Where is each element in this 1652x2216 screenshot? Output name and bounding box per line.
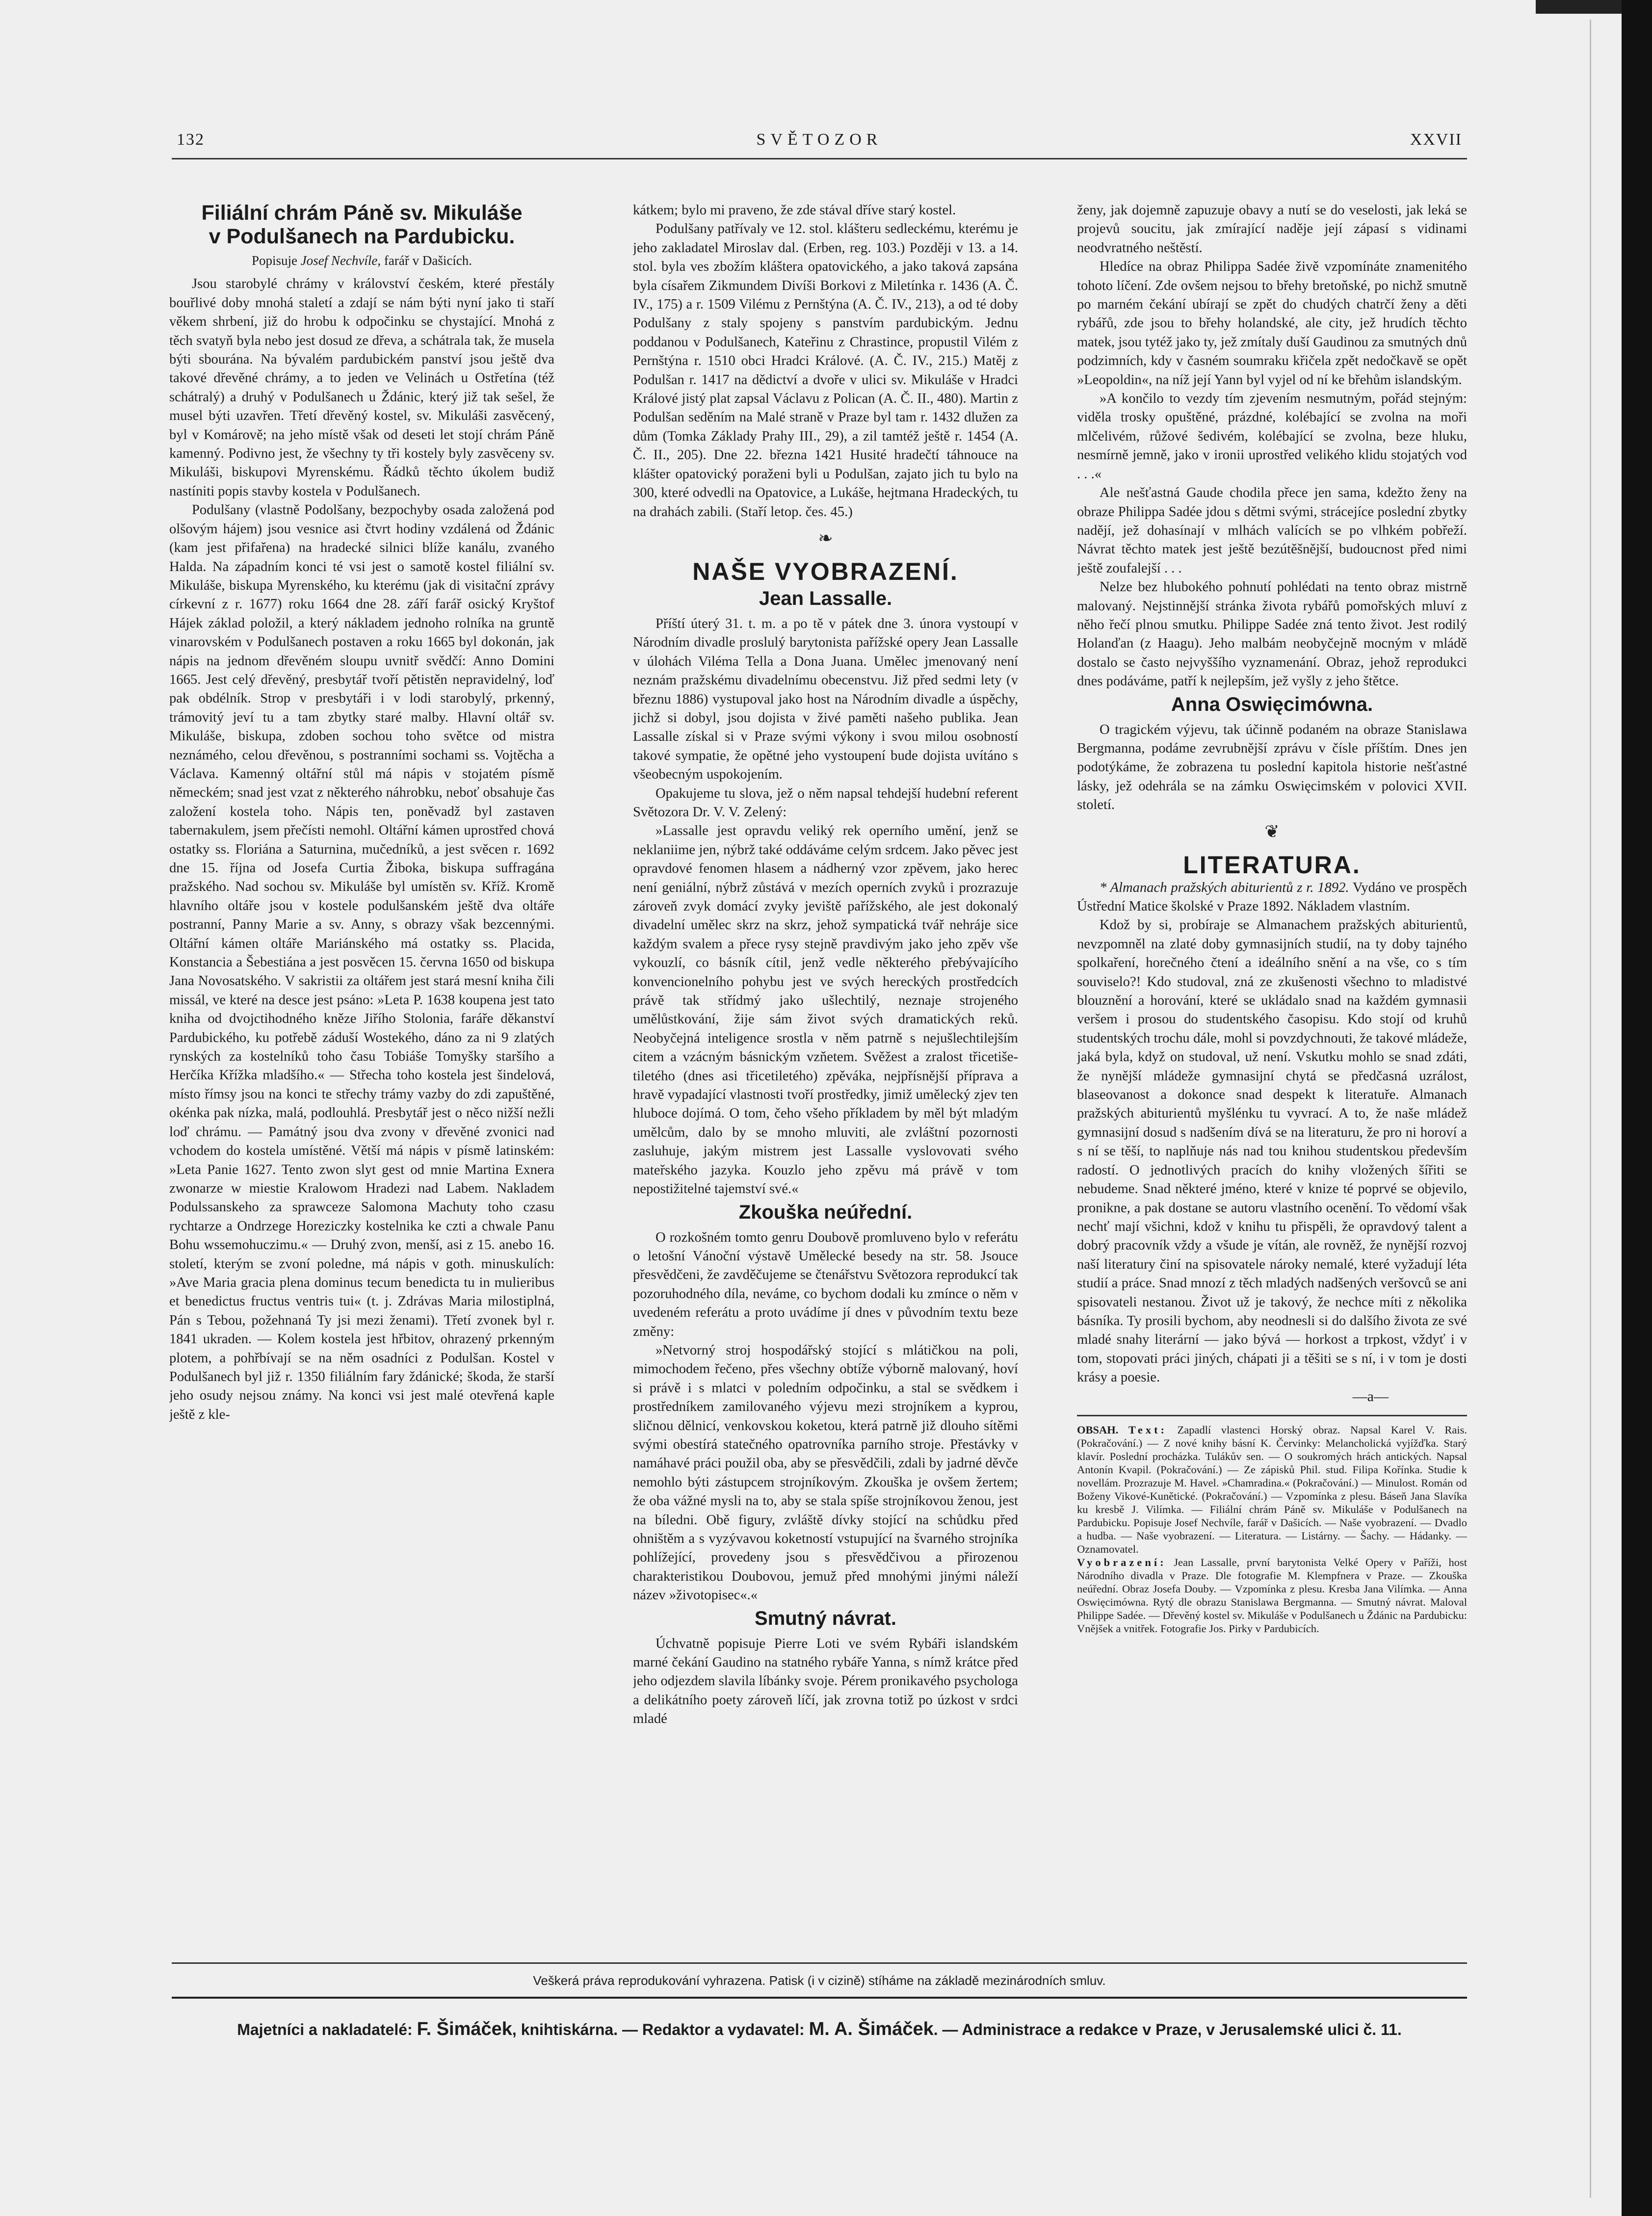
publisher-name: F. Šimáček bbox=[417, 2019, 512, 2039]
article-paragraph: Opakujeme tu slova, jež o něm napsal tehdejší hudební referent Světozora Dr. V. V. Zelený: bbox=[633, 785, 1018, 820]
bird-ornament-icon: ❦ bbox=[1264, 821, 1280, 841]
byline-prefix: Popisuje bbox=[251, 253, 297, 268]
byline-author: Josef Nechvíle bbox=[300, 253, 378, 268]
masthead: SVĚTOZOR bbox=[756, 130, 883, 149]
contents-illustrations: Jean Lassalle, první barytonista Velké Opery v Paříži, host Národního divadla v Praze. Dle fotografie M. Klempfnera v Praze. — Zkouška neúřední. Obraz Josefa Douby. — Vzpomínka z plesu. Kresba Jana Vilímka. — Anna Oswięcimówna. Rytý dle obrazu Stanislawa Bergmanna. — Smutný návrat. Maloval Philippe Sadée. — Dřevěný kostel sv. Mikuláše v Podulšanech u Ždánic na Pardubicku: Vnějšek a vnitřek. Fotografie Jos. Pirky v Pardubicích. bbox=[1077, 1556, 1467, 1635]
subsection-title-anna: Anna Oswięcimówna. bbox=[1171, 693, 1373, 715]
article-paragraph: kátkem; bylo mi praveno, že zde stával dříve starý kostel. bbox=[633, 203, 956, 218]
article-title-line-1: Filiální chrám Páně sv. Mikuláše bbox=[201, 201, 523, 225]
contents-text-list bbox=[1077, 1423, 1467, 1556]
section-title-literatura: LITERATURA. bbox=[1183, 851, 1361, 879]
scan-edge-right bbox=[1622, 0, 1652, 2216]
article-paragraph: Nelze bez hlubokého pohnutí pohlédati na tento obraz mistrně malovaný. Nejstinnější stránka života rybářů pomořských mluví z něho řečí plnou smutku. Philippe Sadée zná tento život. Jest rodilý Holanďan (z Haagu). Jeho malbám neobyčejně mocným v mládě dostalo se často nejvyššího vyznamenání. Obraz, jehož reprodukci dnes podáváme, patří k nejlepším, jež vyšly z jeho štětce. bbox=[1077, 579, 1467, 689]
rights-notice: Veškerá práva reprodukování vyhrazena. Patisk (i v cizině) stíháme na základě mezinárodních smluv. bbox=[533, 1973, 1106, 1988]
page-number: 132 bbox=[177, 130, 205, 149]
publisher-imprint bbox=[172, 2019, 1467, 2040]
scan-fold-line bbox=[1590, 20, 1591, 2198]
subsection-title-jean-lassalle: Jean Lassalle. bbox=[759, 587, 892, 609]
header-rule bbox=[172, 158, 1467, 159]
literature-book-title: * Almanach pražských abiturientů z r. 1892. bbox=[1100, 880, 1349, 895]
article-byline bbox=[169, 251, 554, 270]
article-title-line-2: v Podulšanech na Pardubicku. bbox=[209, 225, 515, 248]
literature-heading bbox=[1077, 879, 1467, 916]
column-2 bbox=[633, 201, 1018, 1943]
article-paragraph: Kdož by si, probíraje se Almanachem pražských abiturientů, nevzpomněl na zlaté doby gymnasijních studií, na ty doby tajného spolkaření, horečného čtení a ideálního snění a na vše, co s tím souviselo?! Kdo studoval, zná ze zkušenosti všechno to mladistvé blouznění a horování, které se ukládalo snad na každém gymnasii veršem i prosou do studentského časopisu. Kdo stojí od kruhů studentských trochu dále, mohl si povzdychnouti, že takové mládeže, jaká byla, když on studoval, už není. Vskutku mohlo se snad zdáti, že nynější mládeže gymnasijní chytá se předčasná uzrálost, blaseovanost a dokonce snad despekt k literatuře. Almanach pražských abiturientů myšlénku tu vyvrací. A to, že naše mládež gymnasijní dosud s nadšením dívá se na literaturu, že pro ni horoví a s ní se těší, to naplňuje nás nad tou knihou studentskou především radostí. O jednotlivých pracích do knihy vložených šířiti se nebudeme. Snad některé jméno, které v knize té poprvé se objevilo, pronikne, a pak dostane se autoru vlastního ocenění. To vědomí však nechť mají všichni, kdož v knihu tu přispěli, že opravdový talent a dobrý pracovník vždy a všude je vítán, ale rovněž, že nynější rozvoj naší literatury činí na spisovatele nároky nemalé, které vyžadují léta studií a práce. Snad mnozí z těch mladých nadšených veršovců se ani spisovateli nestanou. Život už je takový, že nechce míti z několika básníka. Ty prosili bychom, aby neodnesli si do dalšího života ze své mladé snahy literární — jako bývá — horkost a trpkost, vždyť i v tom, stopovati práci jiných, chápati ji a těšiti se s ní, i v tom je dosti krásy a poesie. bbox=[1077, 917, 1467, 1385]
publisher-rest: , knihtiskárna. — Redaktor a vydavatel: bbox=[512, 2021, 805, 2038]
footer-rule bbox=[172, 1997, 1467, 1999]
publisher-label: Majetníci a nakladatelé: bbox=[237, 2021, 413, 2038]
literature-signature: —a— bbox=[1352, 1388, 1389, 1405]
article-paragraph: Příští úterý 31. t. m. a po tě v pátek dne 3. února vystoupí v Národním divadle proslulý barytonista pařížské opery Jean Lassalle v úlohách Viléma Tella a Dona Juana. Umělec jmenovaný není neznám pražskému divadelnímu obecenstvu. Již před sedmi lety (v březnu 1886) vystupoval jako host na Národním divadle a úspěchy, jichž si dobyl, jsou dojista v živé paměti našeho publika. Jean Lassalle získal si v Praze svými výkony i svou milou osobností takové sympatie, že opětné jeho vystoupení bude dojista uvítáno s všeobecným uspokojením. bbox=[633, 616, 1018, 782]
contents-label: OBSAH. bbox=[1077, 1423, 1119, 1436]
editor-name: M. A. Šimáček bbox=[809, 2019, 934, 2039]
article-paragraph: Hledíce na obraz Philippa Sadée živě vzpomínáte znamenitého tohoto líčení. Zde ovšem nejsou to břehy bretoňské, po nichž smutně po marném čekání ubírají se zpět do chudých chatrčí ženy a děti rybářů, zde jsou to břehy holandské, ale city, jež hrudích těchto matek, jsou tytéž jako ty, jež zmítaly duší Gaudinou za smutných dnů podzimních, kdy v časném soumraku křičela zpět nedočkavě se opět »Leopoldin«, na níž její Yann byl vyjel od ní ke břehům islandským. bbox=[1077, 259, 1467, 388]
footer-rule bbox=[172, 1962, 1467, 1964]
article-paragraph: Ale nešťastná Gaude chodila přece jen sama, kdežto ženy na obraze Philippa Sadée jdou s dětmi svými, strácejíce poslední zbytky nadějí, jež dohasínají v mlhách valících se po vlhkém pobřeží. Návrat těchto matek jest ještě bezútěšnější, budoucnost před nimi ještě zoufalejší . . . bbox=[1077, 485, 1467, 576]
article-paragraph: »Lassalle jest opravdu veliký rek operního umění, jenž se neklaniime jen, nýbrž také oddáváme celým srdcem. Jako pěvec jest opravdové fenomen hlasem a nádherný vzor zpěvem, jako herec není geniální, nýbrž zůstává v mezích operních zvyků i prozrazuje zároveň zvyk domácí zvyky jeviště pařížského, ale jest dokonalý divadelní umělec skrz na skrz, jehož sympatická tvář nehráje sice každým svalem a přece rysy stejně pravdivým jako jeho zpěv vše vykouzlí, co básník cítil, jenž vedle některého přebývajícího konvencionelního pohybu jest ve svých hereckých prostředcích právě tak střídmý jako ušlechtilý, neznaje strojeného umělůstkování, žije sám život svých dramatických reků. Neobyčejná inteligence srostla v něm patrně s nejušlechtilejším citem a vzácným básnickým vzňetem. Svěžest a zralost třicetiše-tiletého (dnes asi třicetiletého) zpěváka, nejpřísnější příprava a hravě vypadající vlastnosti tvoří prostředky, jimiž umělecký zjev ten hluboce dojímá. O tom, čeho všeho příkladem by měl být mladým umělcům, dalo by se mnoho mluviti, ale zvláštní pozornosti zasluhuje, jakým mistrem jest Lassalle vyslovovati svého mateřského jazyka. Kouzlo jeho zpěvu má právě v tom nepostižitelné tajemství své.« bbox=[633, 823, 1018, 1197]
article-paragraph: Úchvatně popisuje Pierre Loti ve svém Rybáři islandském marné čekání Gaudino na statného rybáře Yanna, s nímž krátce před jeho odjezdem slavila líbánky svoje. Pérem pronikavého psychologa a delikátního poety zároveň líčí, jak zrovna totiž po úzkost v srdci mladé bbox=[633, 1636, 1018, 1727]
article-paragraph: Jsou starobylé chrámy v království českém, které přestály bouřlivé doby mnohá staletí a zdají se nám býti nyní jako ti staří věkem shrbení, již do hrobu k odpočinku se chystající. Mnohá z těch svatyň byla nebo jest dosud ze dřeva, a schátrala tak, že musela býti sbourána. Na bývalém pardubickém panství jsou ještě dva takové dřevěné chrámy, a to jeden ve Velinách u Ostřetína (též schátralý) a druhý v Podulšanech u Ždánic, který již tak sešel, že musel býti uzavřen. Třetí dřevěný kostel, sv. Mikuláši zasvěcený, byl v Komárově; na jeho místě však od deseti let stojí chrám Páně kamenný. Podivno jest, že všechny ty tři kostely byly zasvěceny sv. Mikuláši, biskupovi Myrenskému. Řádků těchto úkolem budiž nastíniti popis stavby kostela v Podulšanech. bbox=[169, 276, 554, 499]
contents-illustrations-label: Vyobrazení: bbox=[1077, 1556, 1167, 1568]
article-paragraph: »A končilo to vezdy tím zjevením nesmutným, pořád stejným: viděla trosky opuštěné, prázdné, kolébající se zvolna na moři mlčelivém, růžové šedivém, kolébající se zvolna, beze hluku, nesmírně jemně, jako v ironii uprostřed velikého klidu stojatých vod . . .« bbox=[1077, 391, 1467, 482]
contents-illustrations-list bbox=[1077, 1556, 1467, 1635]
table-of-contents bbox=[1077, 1423, 1467, 1635]
article-paragraph: ženy, jak dojemně zapuzuje obavy a nutí se do veselosti, jak leká se projevů soucitu, jak zmírající naděje její zápasí s vidinami neodvratného neštěstí. bbox=[1077, 203, 1467, 256]
publisher-address: . — Administrace a redakce v Praze, v Jerusalemské ulici č. 11. bbox=[933, 2021, 1402, 2038]
article-paragraph: Podulšany patřívaly ve 12. stol. klášteru sedleckému, kterému je jeho zakladatel Miroslav dal. (Erben, reg. 103.) Později v 13. a 14. stol. byla ves zbožím kláštera opatovického, a jako taková zapsána byla císařem Zikmundem Divíši Borkovi z Miletínka r. 1436 (A. Č. IV., 175) a r. 1509 Vilému z Pernštýna (A. Č. IV., 213), a od té doby Podulšany z staly spojeny s panstvím pardubickým. Jednu poddanou v Podulšanech, Kateřinu z Chrastince, propustil Vilém z Pernštýna r. 1510 obci Hradci Králové. (A. Č. IV., 215.) Matěj z Podulšan r. 1417 na dědictví a dvoře v ulici sv. Mikuláše v Hradci Králové jistý plat zapsal Václavu z Polican (A. Č. II., 480). Martin z Podulšan seděním na Malé straně v Praze byl tam r. 1432 dlužen za dům (Tomka Základy Prahy III., 29), a zil tamtéž ještě r. 1454 (A. Č. II., 205). Dne 22. března 1421 Husité hradečtí táhnouce na klášter opatovický poraženi byli u Podulšan, zajato jich tu bylo na 300, které odvedli na Opatovice, a Lukáše, hejtmana Hradeckých, tu na drahách zabili. (Staří letop. čes. 45.) bbox=[633, 221, 1018, 520]
section-title-nase-vyobrazeni: NAŠE VYOBRAZENÍ. bbox=[692, 557, 959, 585]
subsection-title-zkouska: Zkouška neúřední. bbox=[738, 1201, 913, 1223]
contents-text-label: Text: bbox=[1128, 1423, 1168, 1436]
literature-book-info: Vydáno ve prospěch Ústřední Matice školské v Praze 1892. Nákladem vlastním. bbox=[1077, 880, 1467, 914]
contents-rule bbox=[1077, 1415, 1467, 1416]
article-paragraph: O rozkošném tomto genru Doubově promluveno bylo v referátu o letošní Vánoční výstavě Umělecké besedy na str. 58. Jsouce přesvědčeni, že zavděčujeme se čtenářstvu Světozora reprodukcí tak pozoruhodného díla, neváme, co bychom dodali ku zmínce o něm v uvedeném referátu a proto uvádíme jí dnes v původním textu beze změny: bbox=[633, 1229, 1018, 1339]
scan-edge-top bbox=[1536, 0, 1622, 14]
subsection-title-smutny-navrat: Smutný návrat. bbox=[755, 1607, 896, 1629]
article-paragraph: Podulšany (vlastně Podolšany, bezpochyby osada založená pod olšovým hájem) jsou vesnice asi čtvrt hodiny vzdálená od Ždánic (kam jest přifařena) na hradecké silnici blíže kanálu, zvaného Halda. Na západním konci té vsi jest o samotě kostel filiální sv. Mikuláše, biskupa Myrenského, ku kterému (jak di visitační zprávy církevní z r. 1677) roku 1664 dne 28. září farář osický Kryštof Hájek základ položil, a který nákladem jednoho rolníka na gruntě vinarovském v Podulšanech postaven a roku 1665 byl dokonán, jak nápis na jednom dřevěném sloupu uvnitř svědčí: Anno Domini 1665. Jest celý dřevěný, presbytář tvoří pětistěn nepravidelný, loď pak obdélník. Strop v presbytáři i v lodi starobylý, prkenný, trámovitý jeví tu a tam zbytky staré malby. Hlavní oltář sv. Mikuláše, biskupa, zdoben sochou toho světce od mistra neznámého, celou dřevěnou, s postranními sochami ss. Vojtěcha a Václava. Kamenný oltářní stůl má nápis v stojatém písmě německém; snad jest vzat z některého náhrobku, neboť obsahuje čas založení kostela toho. Nápis ten, poněvadž byl zastaven tabernakulem, jsem přečísti nemohl. Oltářní kámen uprostřed chová ostatky ss. Floriána a Saturnina, mučedníků, a jest svěcen r. 1692 dne 15. října od Josefa Curtia Žiboka, biskupa suffragána pražského. Nad sochou sv. Mikuláše byl umístěn sv. Kříž. Kromě hlavního oltáře jsou v kostele podulšanském ještě dva oltáře postranní, Panny Marie a sv. Anny, s obrazy však bezcennými. Oltářní kámen oltáře Mariánského má ostatky ss. Placida, Konstancia a Šebestiána a jest posvěcen 15. června 1650 od biskupa Jana Novosatského. V sakristii za oltářem jest stará mesní kniha čili missál, ve které na desce jest psáno: »Leta P. 1638 koupena jest tato kniha od dvojctihodného kněze Jiřího Stolonia, faráře děkanství Pardubického, ku potřebě záduší Wostekého, dáno za ni 9 zlatých rynských za kostelníků toho času Tobiáše Tomyšky staršího a Herčíka Křížka mladšího.« — Střecha toho kostela jest šindelová, místo římsy jsou na konci te střechy trámy vazby do zdi zapuštěné, okénka pak nízka, malá, podlouhlá. Presbytář jest o něco nižší nežli loď chrámu. — Památný jsou dva zvony v dřevěné zvonici nad vchodem do kostela umístěné. Větší má nápis v písmě latinském: »Leta Panie 1627. Tento zwon slyt gest od mnie Martina Exnera zwonarze w miestie Kralowom Hradezi nad Labem. Nakladem Podulssanskeho za sprawceze Salomona Machuty toho czasu rychtarze a Ondrzege Horeziczky kostelnika ke czti a chwale Panu Bohu wssemohuczimu.« — Druhý zvon, menší, asi z 15. anebo 16. století, kterým se zvoní poledne, má nápis v goth. minuskulích: »Ave Maria gracia plena dominus tecum benedicta tu in mulieribus et benedictus fructus ventris tui« (t. j. Zdrávas Maria milostiplná, Pán s Tebou, požehnaná Ty jsi mezi ženami). Třetí zvonek byl r. 1841 ukraden. — Kolem kostela jest hřbitov, ohrazený prkenným plotem, a pohřbívají se na něm osadníci z Podulšan. Kostel v Podulšanech byl již r. 1350 filiálním fary ždánické; škoda, že starší jeho osudy nejsou známy. Na konci vsi jest malé otevřená kaple ještě z kle- bbox=[169, 502, 554, 1422]
page-header bbox=[177, 130, 1462, 155]
fleuron-ornament-icon: ❧ bbox=[818, 528, 833, 548]
article-paragraph: »Netvorný stroj hospodářský stojící s mlátičkou na poli, mimochodem řečeno, přes všechny obtíže výborně malovaný, hoví si právě i s mlatci v poledním odpočinku, a stal se svědkem i prostředníkem zamilovaného výjevu mezi strojníkem a kyprou, sličnou dělnicí, venkovskou koketou, která patrně již dlouho sítěmi svými obestírá statečného opatrovníka parního stroje. Přestávky v namáhavé práci použil oba, aby se přesvědčili, zdali by jadrné děvče nemohlo býti zástupcem strojníkovým. Zkouška je ovšem žertem; že oba vážné mysli na to, aby se stala spíše strojníkovou ženou, jest na bíledni. Obě figury, zvláště dívky stojící na schůdku před ohništěm a s vyzývavou koketností vstupující na švarného strojníka pohlížející, provedeny jsou s přesvědčivou a přirozenou charakteristikou Doubovou, jemuž před mnohými jinými náleží název »životopisec«.« bbox=[633, 1342, 1018, 1603]
column-1 bbox=[169, 201, 554, 1943]
article-title bbox=[169, 201, 554, 248]
article-paragraph: O tragickém výjevu, tak účinně podaném na obraze Stanislawa Bergmanna, podáme zevrubnější zprávu v čísle příštím. Dnes jen podotýkáme, že zobrazena tu poslední kapitola historie nešťastné lásky, jež odehrála se na zámku Oswięcimském v polovici XVII. století. bbox=[1077, 722, 1467, 813]
column-3 bbox=[1077, 201, 1467, 1943]
volume-number: XXVII bbox=[1410, 130, 1462, 149]
contents-text: Zapadlí vlastenci Horský obraz. Napsal Karel V. Rais. (Pokračování.) — Z nové knihy básní K. Červinky: Melancholická vyjížďka. Starý klavír. Poslední procházka. Tulákův sen. — O soukromých hrách antických. Napsal Antonín Kvapil. (Pokračování.) — Ze zápisků Phil. stud. Filipa Kořínka. Studie k novellám. Prozrazuje M. Havel. »Chamradina.« (Pokračování.) — Minulost. Román od Boženy Vikové-Kunětické. (Pokračování.) — Vzpomínka z plesu. Báseň Jana Slavíka ku kresbě J. Vilímka. — Filiální chrám Páně sv. Mikuláše v Podulšanech na Pardubicku. Popisuje Josef Nechvíle, farář v Dašicích. — Naše vyobrazení. — Dvadlo a hudba. — Naše vyobrazení. — Literatura. — Listárny. — Šachy. — Hádanky. — Oznamovatel. bbox=[1077, 1423, 1467, 1555]
byline-suffix: , farář v Dašicích. bbox=[377, 253, 472, 268]
